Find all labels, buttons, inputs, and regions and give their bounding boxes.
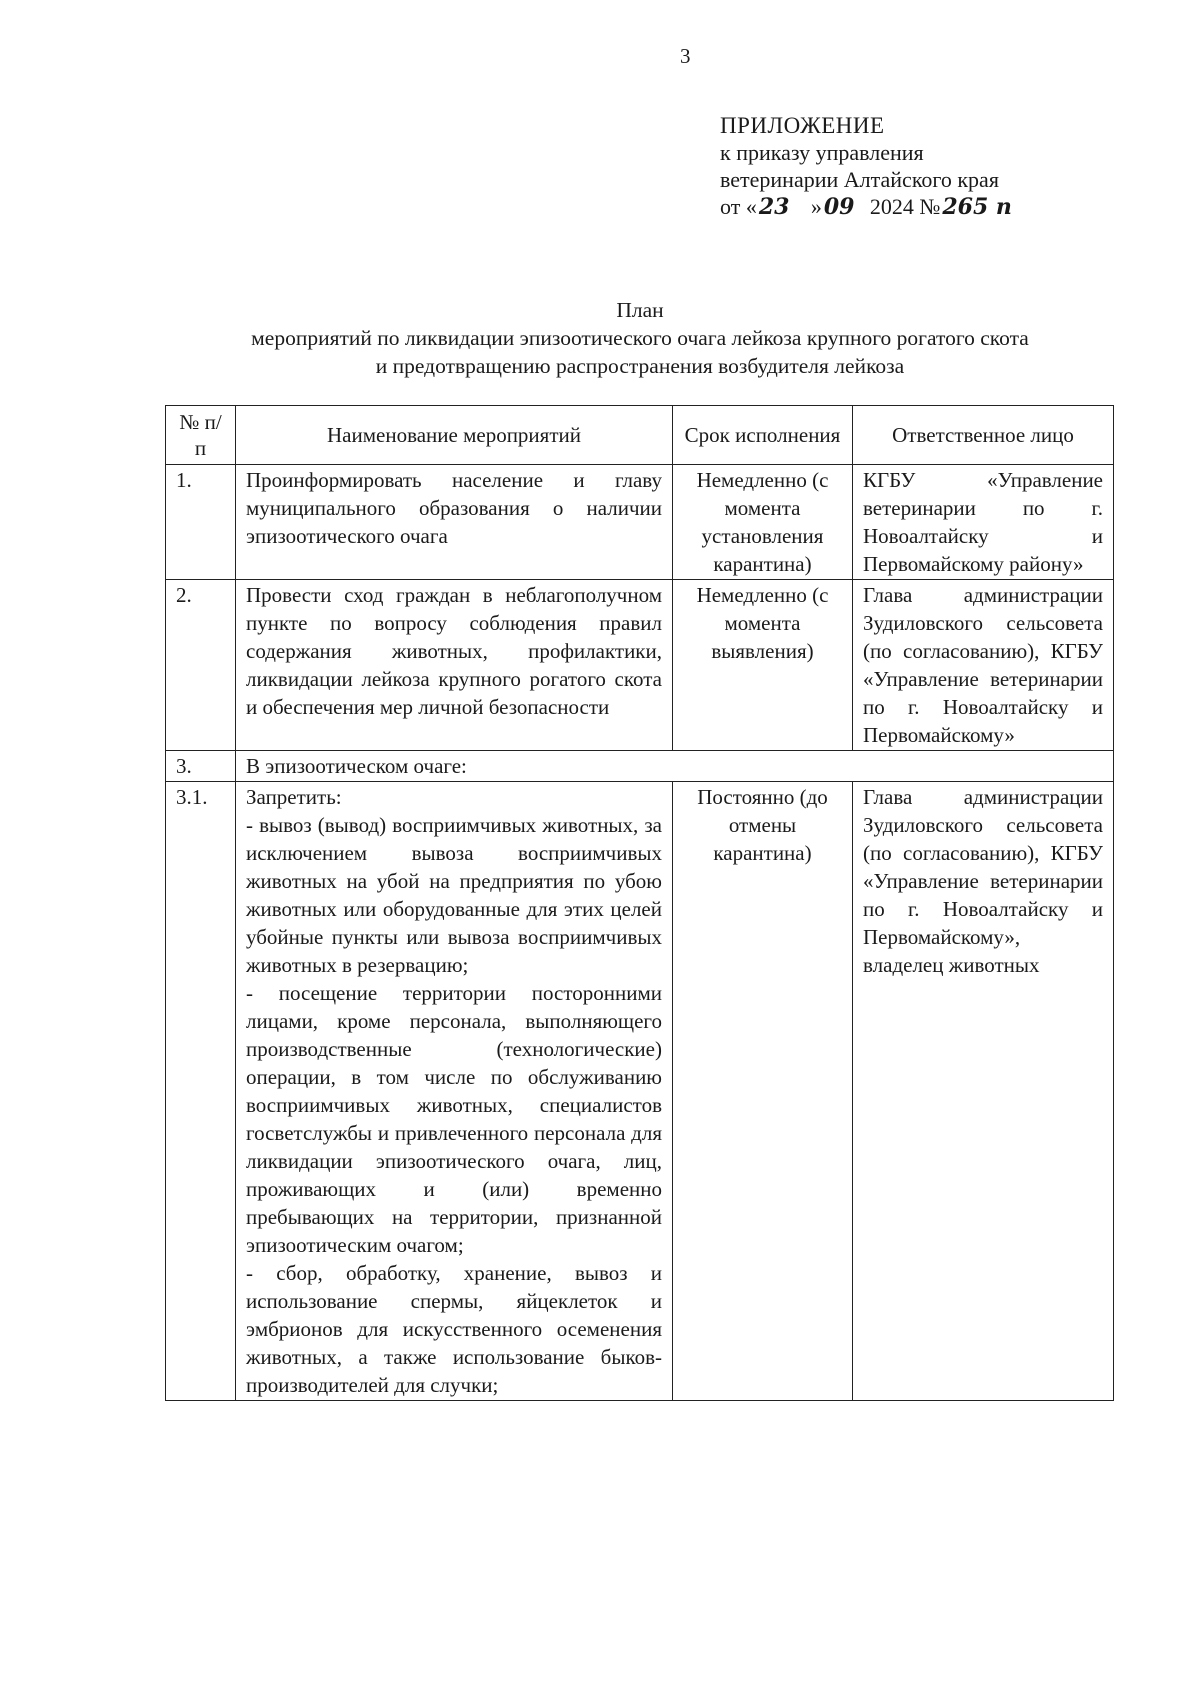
table-row-section: [166, 751, 1114, 782]
page-number: 3: [680, 44, 691, 68]
table-row: [166, 465, 1114, 580]
prohibit-item: - вывоз (вывод) восприимчивых животных, за исключением вывоза восприимчивых животных на убой на предприятия по убою животных или оборудованные для этих целей убойные пункты или вывоза восприимчивых животных в резервацию;: [246, 813, 662, 977]
handwritten-doc-number: 265 п: [942, 194, 1012, 220]
appendix-line-1: к приказу управления: [720, 140, 924, 165]
row-num: 3.1.: [166, 782, 236, 1401]
header-term: Срок исполнения: [673, 406, 853, 465]
row-num: 1.: [166, 465, 236, 580]
date-mid: »: [810, 194, 822, 219]
title-line-3: и предотвращению распространения возбудителя лейкоза: [375, 354, 905, 378]
title-line-1: План: [616, 298, 664, 322]
row-term: Постоянно (до отмены карантина): [673, 782, 853, 1401]
appendix-title: ПРИЛОЖЕНИЕ: [720, 113, 885, 138]
row-responsible: Глава администрации Зудиловского сельсовета (по согласованию), КГБУ «Управление ветеринарии по г. Новоалтайску и Первомайскому»: [853, 580, 1114, 751]
prohibit-item: - сбор, обработку, хранение, вывоз и использование спермы, яйцеклеток и эмбрионов для искусственного осеменения животных, а также использование быков-производителей для случки;: [246, 1261, 662, 1397]
plan-table: [165, 405, 1114, 1401]
row-term: Немедленно (с момента установления карантина): [673, 465, 853, 580]
prohibit-item: - посещение территории посторонними лицами, кроме персонала, выполняющего производственные (технологические) операции, в том числе по обслуживанию восприимчивых животных, специалистов госветслужбы и привлеченного персонала для ликвидации эпизоотического очага, лиц, проживающих и (или) временно пребывающих на территории, признанной эпизоотическим очагом;: [246, 981, 662, 1257]
row-responsible: Глава администрации Зудиловского сельсовета (по согласованию), КГБУ «Управление ветеринарии по г. Новоалтайску и Первомайскому», владелец животных: [853, 782, 1114, 1401]
appendix-date-line: [720, 193, 1012, 221]
document-title: [140, 296, 1140, 380]
row-responsible: КГБУ «Управление ветеринарии по г. Новоалтайску и Первомайскому району»: [853, 465, 1114, 580]
date-year: 2024 №: [869, 194, 941, 219]
section-title: В эпизоотическом очаге:: [236, 751, 1114, 782]
handwritten-day: 23: [758, 194, 790, 220]
title-line-2: мероприятий по ликвидации эпизоотического очага лейкоза крупного рогатого скота: [251, 326, 1029, 350]
row-name: Проинформировать население и главу муниципального образования о наличии эпизоотического очага: [236, 465, 673, 580]
table-header-row: [166, 406, 1114, 465]
appendix-line-2: ветеринарии Алтайского края: [720, 167, 999, 192]
row-name: [236, 782, 673, 1401]
header-num: № п/п: [166, 406, 236, 465]
header-name: Наименование мероприятий: [236, 406, 673, 465]
handwritten-month: 09: [823, 194, 855, 220]
appendix-header: [720, 112, 1012, 221]
row-term: Немедленно (с момента выявления): [673, 580, 853, 751]
table-row: [166, 782, 1114, 1401]
table-row: [166, 580, 1114, 751]
row-num: 2.: [166, 580, 236, 751]
row-name: Провести сход граждан в неблагополучном пункте по вопросу соблюдения правил содержания животных, профилактики, ликвидации лейкоза крупного рогатого скота и обеспечения мер личной безопасности: [236, 580, 673, 751]
prohibit-heading: Запретить:: [246, 785, 342, 809]
date-prefix: от «: [720, 194, 757, 219]
header-responsible: Ответственное лицо: [853, 406, 1114, 465]
row-num: 3.: [166, 751, 236, 782]
